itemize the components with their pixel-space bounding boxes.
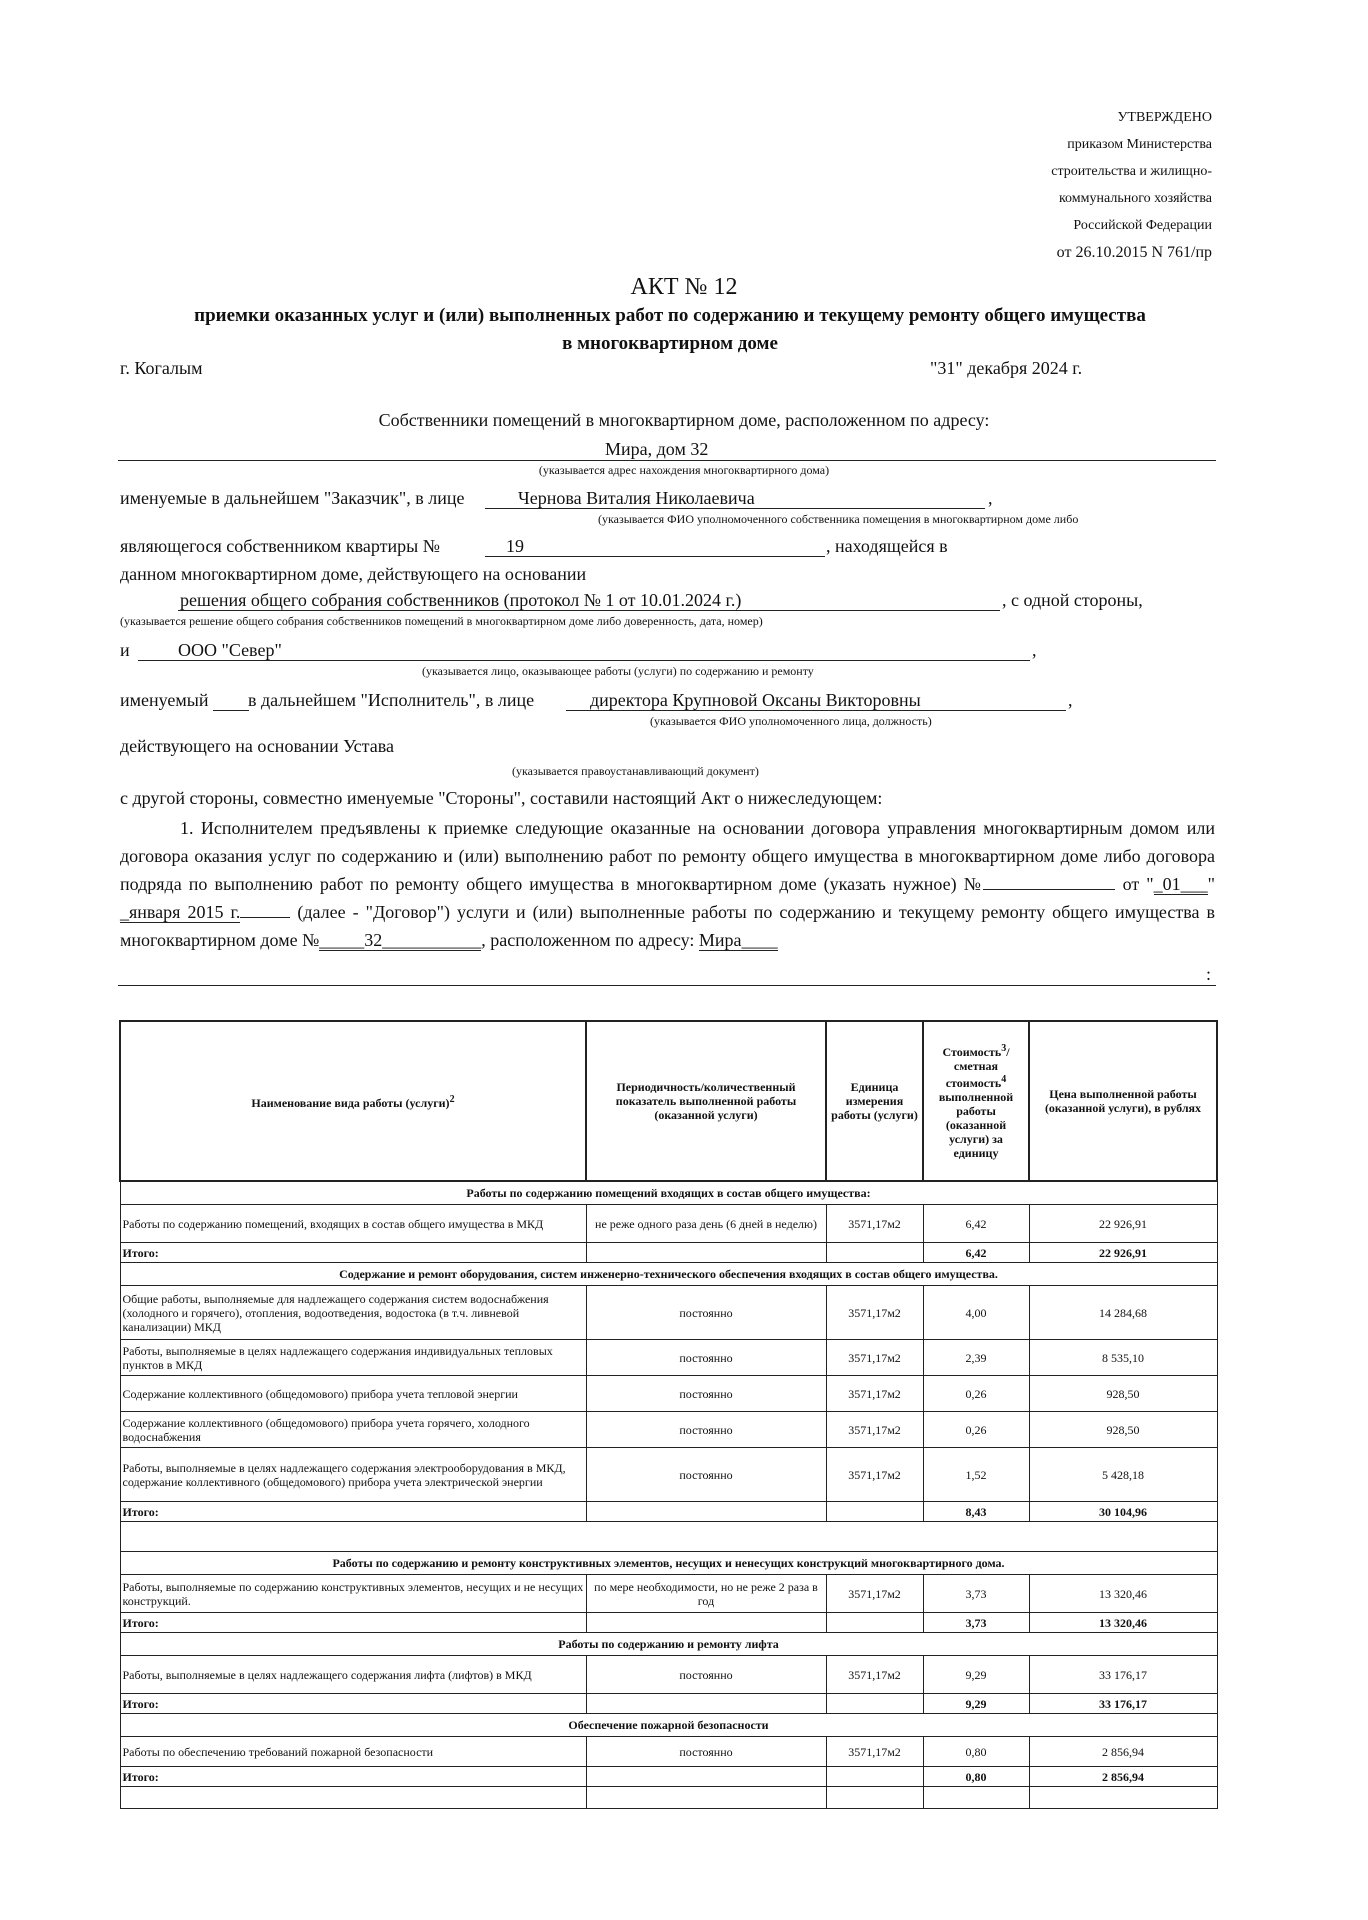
- total-label: Итого:: [120, 1502, 586, 1522]
- total-label: Итого:: [120, 1243, 586, 1263]
- table-row: [120, 1412, 1217, 1448]
- section-title: Содержание и ремонт оборудования, систем инженерно-технического обеспечения входящих в состав общего имущества.: [120, 1263, 1217, 1286]
- table-row: [120, 1205, 1217, 1243]
- work-period: постоянно: [586, 1340, 826, 1376]
- work-name: Работы по содержанию помещений, входящих в состав общего имущества в МКД: [120, 1205, 586, 1243]
- empty-cell: [826, 1243, 923, 1263]
- total-cost: 0,80: [923, 1767, 1029, 1787]
- work-price: 14 284,68: [1029, 1286, 1217, 1340]
- basis-text: решения общего собрания собственников (протокол № 1 от 10.01.2024 г.): [180, 590, 742, 610]
- approval-line: УТВЕРЖДЕНО: [1117, 110, 1212, 125]
- work-unit: 3571,17м2: [826, 1448, 923, 1502]
- work-unit: 3571,17м2: [826, 1376, 923, 1412]
- section-row: [120, 1263, 1217, 1286]
- approval-line: Российской Федерации: [1073, 218, 1212, 233]
- parties-line: с другой стороны, совместно именуемые "Стороны", составили настоящий Акт о нижеследующем:: [120, 788, 883, 808]
- work-name: Работы, выполняемые в целях надлежащего содержания лифта (лифтов) в МКД: [120, 1656, 586, 1694]
- hint-basis: (указывается решение общего собрания собственников помещений в многоквартирном доме либо доверенность, дата, номер): [120, 614, 763, 628]
- work-unit: 3571,17м2: [826, 1205, 923, 1243]
- empty-cell: [586, 1694, 826, 1714]
- hint-document: (указывается правоустанавливающий документ): [512, 764, 759, 778]
- section-title: Работы по содержанию помещений входящих в состав общего имущества:: [120, 1181, 1217, 1205]
- act-title-line2: в многоквартирном доме: [562, 333, 778, 354]
- apartment-prefix: являющегося собственником квартиры №: [120, 536, 440, 556]
- empty-cell: [586, 1502, 826, 1522]
- header-unit: Единица измерения работы (услуги): [826, 1021, 923, 1181]
- table-row: [120, 1737, 1217, 1767]
- house-number: _____32___________: [319, 930, 482, 950]
- total-cost: 6,42: [923, 1243, 1029, 1263]
- table-row: [120, 1376, 1217, 1412]
- work-price: 33 176,17: [1029, 1656, 1217, 1694]
- customer-suffix: ,: [988, 488, 993, 508]
- total-price: 30 104,96: [1029, 1502, 1217, 1522]
- work-cost: 4,00: [923, 1286, 1029, 1340]
- total-row: [120, 1613, 1217, 1633]
- empty-cell: [826, 1613, 923, 1633]
- executor-gap-underline: [213, 710, 249, 711]
- approval-line: коммунального хозяйства: [1058, 191, 1212, 206]
- clause-1-text-d: (далее - "Договор") услуги и (или) выполненные работы по содержанию и текущему ремонту общего имущества в многоквартирном доме №: [120, 902, 1215, 950]
- owners-intro: Собственники помещений в многоквартирном доме, расположенном по адресу:: [378, 410, 990, 430]
- work-unit: 3571,17м2: [826, 1656, 923, 1694]
- work-cost: 9,29: [923, 1656, 1029, 1694]
- approval-line: от 26.10.2015 N 761/пр: [1056, 244, 1212, 261]
- work-name: Работы по обеспечению требований пожарной безопасности: [120, 1737, 586, 1767]
- empty-cell: [120, 1522, 1217, 1552]
- hint-customer: (указывается ФИО уполномоченного собственника помещения в многоквартирном доме либо: [598, 512, 1079, 526]
- apartment-number: 19: [506, 536, 524, 556]
- work-period: по мере необходимости, но не реже 2 раза в год: [586, 1575, 826, 1613]
- address-underline: [118, 460, 1216, 461]
- work-unit: 3571,17м2: [826, 1412, 923, 1448]
- header-price: Цена выполненной работы (оказанной услуги), в рублях: [1029, 1021, 1217, 1181]
- table-row: [120, 1575, 1217, 1613]
- work-cost: 1,52: [923, 1448, 1029, 1502]
- apartment-underline: [485, 556, 825, 557]
- total-cost: 8,43: [923, 1502, 1029, 1522]
- basis-line: данном многоквартирном доме, действующего на основании: [120, 564, 587, 584]
- work-period: постоянно: [586, 1286, 826, 1340]
- clause-1-text-b: от ": [1115, 874, 1154, 894]
- work-price: 2 856,94: [1029, 1737, 1217, 1767]
- executor-suffix: ,: [1068, 690, 1073, 710]
- hint-executor: (указывается ФИО уполномоченного лица, должность): [650, 714, 932, 728]
- empty-cell: [586, 1767, 826, 1787]
- work-price: 13 320,46: [1029, 1575, 1217, 1613]
- act-title: [120, 302, 1220, 358]
- approval-line: строительства и жилищно-: [1051, 164, 1212, 179]
- work-period: постоянно: [586, 1737, 826, 1767]
- work-price: 5 428,18: [1029, 1448, 1217, 1502]
- table-header-row: [120, 1021, 1217, 1181]
- hint-contractor: (указывается лицо, оказывающее работы (услуги) по содержанию и ремонту: [422, 664, 814, 678]
- contract-month: _января 2015 г.: [120, 902, 241, 922]
- section-row: [120, 1552, 1217, 1575]
- work-cost: 2,39: [923, 1340, 1029, 1376]
- empty-cell: [826, 1502, 923, 1522]
- apartment-suffix: , находящейся в: [826, 536, 948, 556]
- basis-suffix: , с одной стороны,: [1002, 590, 1143, 610]
- act-date: "31" декабря 2024 г.: [930, 358, 1083, 378]
- work-cost: 6,42: [923, 1205, 1029, 1243]
- contract-year-blank: [240, 901, 290, 918]
- empty-cell: [826, 1694, 923, 1714]
- contractor-prefix: и: [120, 640, 130, 660]
- empty-cell: [826, 1767, 923, 1787]
- work-period: постоянно: [586, 1656, 826, 1694]
- header-period: Периодичность/количественный показатель выполненной работы (оказанной услуги): [586, 1021, 826, 1181]
- work-cost: 0,26: [923, 1412, 1029, 1448]
- work-name: Работы, выполняемые по содержанию конструктивных элементов, несущих и не несущих конструкций.: [120, 1575, 586, 1613]
- work-period: постоянно: [586, 1376, 826, 1412]
- total-price: 13 320,46: [1029, 1613, 1217, 1633]
- work-period: постоянно: [586, 1412, 826, 1448]
- act-title-line1: приемки оказанных услуг и (или) выполненных работ по содержанию и текущему ремонту общего имущества: [194, 305, 1146, 326]
- work-cost: 3,73: [923, 1575, 1029, 1613]
- empty-cell: [586, 1613, 826, 1633]
- work-name: Содержание коллективного (общедомового) прибора учета тепловой энергии: [120, 1376, 586, 1412]
- work-cost: 0,80: [923, 1737, 1029, 1767]
- work-unit: 3571,17м2: [826, 1737, 923, 1767]
- executor-role: в дальнейшем "Исполнитель", в лице: [248, 690, 535, 710]
- work-price: 8 535,10: [1029, 1340, 1217, 1376]
- work-unit: 3571,17м2: [826, 1286, 923, 1340]
- executor-name: директора Крупновой Оксаны Викторовны: [590, 690, 921, 710]
- section-row: [120, 1633, 1217, 1656]
- executor-prefix: именуемый: [120, 690, 209, 710]
- acting-basis: действующего на основании Устава: [120, 736, 394, 756]
- work-price: 928,50: [1029, 1412, 1217, 1448]
- empty-cell: [586, 1243, 826, 1263]
- clause-1-text-a: 1. Исполнителем предъявлены к приемке следующие оказанные на основании договора управления многоквартирным домом или договора оказания услуг по содержанию и (или) выполнению работ по ремонту общего имущества в многоквартирном доме либо договора подряда по выполнению работ по ремонту общего имущества в многоквартирном доме (указать нужное) №: [120, 818, 1215, 894]
- customer-name: Чернова Виталия Николаевича: [518, 488, 755, 508]
- work-price: 928,50: [1029, 1376, 1217, 1412]
- header-name: Наименование вида работы (услуги)$^2$: [120, 1021, 586, 1181]
- work-name: Содержание коллективного (общедомового) прибора учета горячего, холодного водоснабжения: [120, 1412, 586, 1448]
- section-title: Обеспечение пожарной безопасности: [120, 1714, 1217, 1737]
- section-row: [120, 1181, 1217, 1205]
- work-period: не реже одного раза день (6 дней в неделю): [586, 1205, 826, 1243]
- total-cost: 9,29: [923, 1694, 1029, 1714]
- work-price: 22 926,91: [1029, 1205, 1217, 1243]
- empty-row: [120, 1522, 1217, 1552]
- table-row: [120, 1656, 1217, 1694]
- total-cost: 3,73: [923, 1613, 1029, 1633]
- total-row: [120, 1243, 1217, 1263]
- table-row: [120, 1448, 1217, 1502]
- work-unit: 3571,17м2: [826, 1340, 923, 1376]
- work-period: постоянно: [586, 1448, 826, 1502]
- clause-address-underline: [118, 985, 1216, 986]
- total-row: [120, 1694, 1217, 1714]
- total-row: [120, 1767, 1217, 1787]
- clause-1-text-c: ": [1207, 874, 1215, 894]
- section-row: [120, 1714, 1217, 1737]
- contractor-suffix: ,: [1032, 640, 1037, 660]
- house-address: Мира, дом 32: [605, 439, 709, 459]
- contractor-name: ООО "Север": [178, 640, 282, 660]
- contract-day: _01___: [1153, 874, 1208, 894]
- clause-1: [120, 814, 1215, 954]
- street-name: Мира____: [698, 930, 778, 950]
- total-row: [120, 1502, 1217, 1522]
- total-price: 2 856,94: [1029, 1767, 1217, 1787]
- empty-row: [120, 1787, 1217, 1809]
- act-number: АКТ № 12: [630, 274, 738, 300]
- approval-line: приказом Министерства: [1067, 137, 1212, 152]
- clause-colon: :: [1206, 964, 1212, 984]
- empty-cell: [120, 1787, 586, 1809]
- table-row: [120, 1340, 1217, 1376]
- clause-1-text-e: , расположенном по адресу:: [481, 930, 699, 950]
- work-unit: 3571,17м2: [826, 1575, 923, 1613]
- empty-cell: [586, 1787, 826, 1809]
- empty-cell: [923, 1787, 1029, 1809]
- place: г. Когалым: [120, 358, 203, 378]
- contract-number-blank: [983, 873, 1115, 890]
- section-title: Работы по содержанию и ремонту конструктивных элементов, несущих и ненесущих конструкций многоквартирного дома.: [120, 1552, 1217, 1575]
- total-label: Итого:: [120, 1767, 586, 1787]
- work-name: Работы, выполняемые в целях надлежащего содержания электрооборудования в МКД, содержание коллективного (общедомового) прибора учета электрической энергии: [120, 1448, 586, 1502]
- total-price: 33 176,17: [1029, 1694, 1217, 1714]
- empty-cell: [826, 1787, 923, 1809]
- work-name: Общие работы, выполняемые для надлежащего содержания систем водоснабжения (холодного и горячего), отопления, водоотведения, водостока (в т.ч. ливневой канализации) МКД: [120, 1286, 586, 1340]
- works-table: [119, 1020, 1218, 1809]
- section-title: Работы по содержанию и ремонту лифта: [120, 1633, 1217, 1656]
- total-label: Итого:: [120, 1613, 586, 1633]
- work-cost: 0,26: [923, 1376, 1029, 1412]
- empty-cell: [1029, 1787, 1217, 1809]
- table-row: [120, 1286, 1217, 1340]
- approval-block: [952, 104, 1212, 266]
- total-label: Итого:: [120, 1694, 586, 1714]
- work-name: Работы, выполняемые в целях надлежащего содержания индивидуальных тепловых пунктов в МКД: [120, 1340, 586, 1376]
- total-price: 22 926,91: [1029, 1243, 1217, 1263]
- header-cost: Стоимость$^3$/сметная стоимость$^4$ выполненной работы (оказанной услуги) за единицу: [923, 1021, 1029, 1181]
- customer-prefix: именуемые в дальнейшем "Заказчик", в лице: [120, 488, 465, 508]
- hint-address: (указывается адрес нахождения многоквартирного дома): [538, 463, 830, 477]
